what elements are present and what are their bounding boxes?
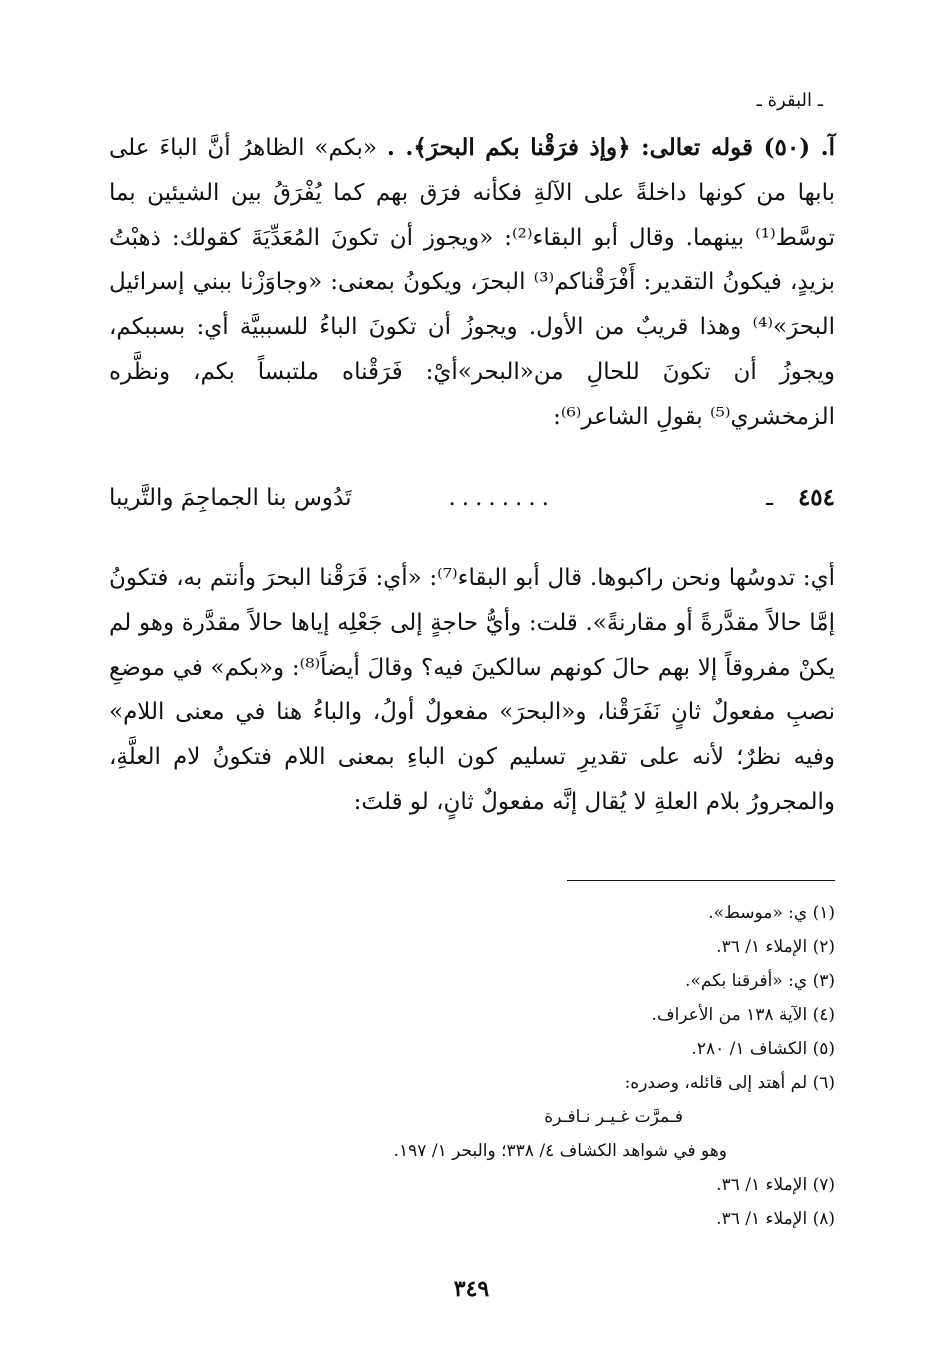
main-text-passage-2: [109, 556, 835, 825]
running-head: ـ البقرة ـ: [756, 90, 823, 111]
footnote-2: (٢) الإملاء ١/ ٣٦.: [716, 937, 835, 957]
verse-ellipsis: ........: [448, 485, 555, 511]
footnote-7: (٧) الإملاء ١/ ٣٦.: [716, 1175, 835, 1195]
footnote-8: (٨) الإملاء ١/ ٣٦.: [716, 1209, 835, 1229]
footnote-4: (٤) الآية ١٣٨ من الأعراف.: [651, 1005, 835, 1025]
footnote-separator: [567, 880, 835, 881]
footnote-poem-source: وهو في شواهد الكشاف ٤/ ٣٣٨؛ والبحر ١/ ١٩٧.: [393, 1141, 727, 1161]
footnote-6: (٦) لم أهتد إلى قائله، وصدره:: [624, 1073, 835, 1093]
verse-number: ٤٥٤: [797, 484, 835, 511]
verse-heading: آ. (٥٠) قوله تعالى: ﴿وإذ فرَقْنا بكم البحرَ﴾. .: [386, 134, 836, 161]
main-text-passage-1: [109, 126, 835, 440]
footnotes: [109, 896, 835, 1236]
verse-dash: ـ: [766, 485, 773, 511]
passage-paragraph: [109, 126, 835, 440]
verse-hemistich: تَدُوس بنا الجماجِمَ والتَّريبا: [109, 485, 352, 511]
footnote-5: (٥) الكشاف ١/ ٢٨٠.: [691, 1039, 835, 1059]
footnote-poem-line: فـمرَّت غـيـر نـافـرة: [544, 1107, 683, 1127]
page-number: ٣٤٩: [453, 1276, 490, 1302]
footnote-1: (١) ي: «موسط».: [708, 903, 835, 923]
passage-body: «بكم» الظاهرُ أنَّ الباءَ على بابها من كونها داخلةً على الآلةِ فكأنه فرَق بهم كما يُفْرَقُ بين الشيئين بما توسَّط⁽¹⁾ بينهما. وقال أبو البقاء⁽²⁾: «ويجوز أن تكونَ المُعَدِّيَةَ كقولك: ذهبْتُ بزيدٍ، فيكونُ التقدير: أَفْرَقْناكم⁽³⁾ البحرَ، ويكونُ بمعنى: «وجاوَزْنا ببني إسرائيل البحرَ»⁽⁴⁾ وهذا قريبٌ من الأول. ويجوزُ أن تكونَ الباءُ للسببيَّة أي: بسببكم، ويجوزُ أن تكونَ للحالِ من«البحر»أيْ: فَرَقْناه ملتبساً بكم، ونظَّره الزمخشري⁽⁵⁾ بقولِ الشاعر⁽⁶⁾:: [109, 135, 835, 430]
passage-paragraph: أي: تدوسُها ونحن راكبوها. قال أبو البقاء⁽⁷⁾: «أي: فَرَقْنا البحرَ وأنتم به، فتكونُ إمَّا حالاً مقدَّرةً أو مقارنةً». قلت: وأيُّ حاجةٍ إلى جَعْلِه إياها حالاً مقدَّرة وهو لم يكنْ مفروقاً إلا بهم حالَ كونهم سالكينَ فيه؟ وقالَ أيضاً⁽⁸⁾: و«بكم» في موضعِ نصبِ مفعولٌ ثانٍ نَفَرَقْنا، و«البحرَ» مفعولٌ أولُ، والباءُ هنا في معنى اللام» وفيه نظرٌ؛ لأنه على تقديرِ تسليم كون الباءِ بمعنى اللام فتكونُ لام العلَّةِ، والمجرورُ بلام العلةِ لا يُقال إنَّه مفعولٌ ثانٍ، لو قلتَ:: [109, 565, 835, 815]
footnote-3: (٣) ي: «أفرقنا بكم».: [685, 971, 835, 991]
